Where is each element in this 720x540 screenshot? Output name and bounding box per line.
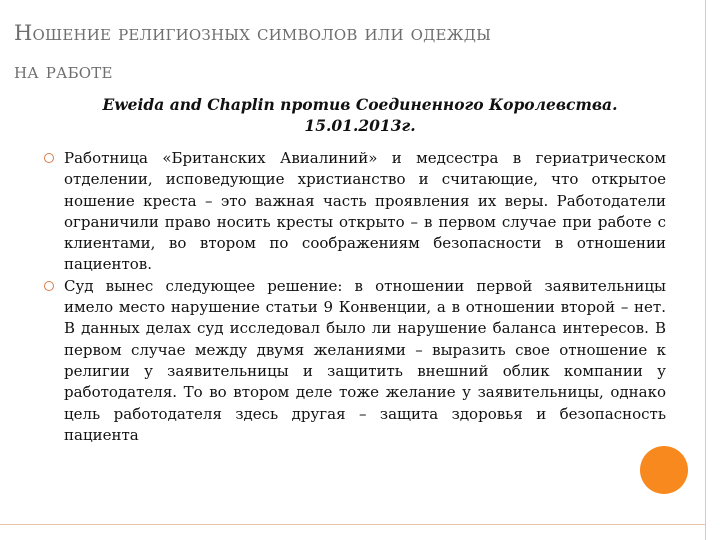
bullet-text: Суд вынес следующее решение: в отношении первой заявительницы имело место нарушение статьи 9 Конвенции, а в отношении второй – нет. В данных делах суд исследовал было ли нарушение баланса интересов. В первом случае между двумя желаниями – выразить свое отношение к религии у заявительницы и защитить внешний облик компании у работодателя. То во втором деле тоже желание у заявительницы, однако цель работодателя здесь другая – защита здоровья и безопасность пациента <box>64 276 666 444</box>
bullet-circle-icon <box>44 281 54 291</box>
bullet-item <box>44 148 666 276</box>
bullet-circle-icon <box>44 153 54 163</box>
bullet-item <box>44 276 666 446</box>
bullet-text: Работница «Британских Авиалиний» и медсестра в гериатрическом отделении, исповедующие христианство и считающие, что открытое ношение креста – это важная часть проявления их веры. Работодатели ограничили право носить кресты открыто – в первом случае при работе с клиентами, во втором по соображениям безопасности в отношении пациентов. <box>64 149 666 274</box>
frame-right-line <box>705 0 706 540</box>
slide-title <box>14 14 674 90</box>
orange-circle-decoration <box>640 446 688 494</box>
bullet-list <box>44 148 666 446</box>
slide-title-line2: на работе <box>14 59 113 83</box>
case-name: Eweida and Chaplin против Соединенного Королевства. <box>102 95 618 114</box>
slide-title-line1: Ношение религиозных символов или одежды <box>14 21 492 45</box>
frame-bottom-line <box>0 524 706 525</box>
case-date: 15.01.2013г. <box>304 116 416 135</box>
case-subtitle <box>40 94 680 136</box>
